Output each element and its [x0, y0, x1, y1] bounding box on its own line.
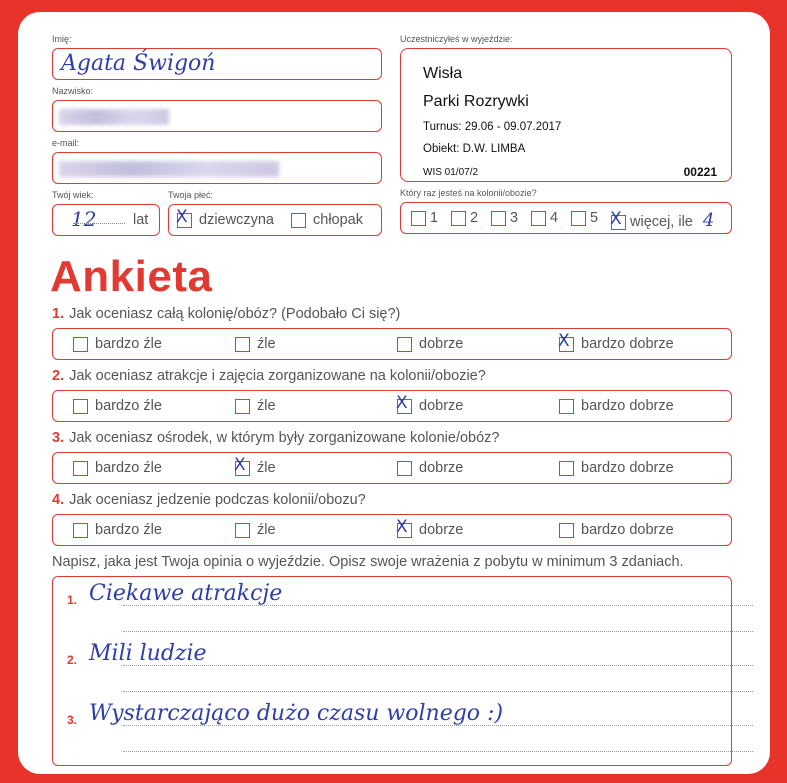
q4-option-very-good[interactable] [559, 522, 674, 538]
q4-option-good[interactable] [396, 516, 464, 539]
q4-good-checkbox[interactable] [396, 516, 412, 538]
question-2 [52, 368, 486, 384]
question-2-options [52, 390, 732, 422]
q1-good-checkbox[interactable] [397, 337, 412, 352]
question-4 [52, 492, 366, 508]
answer-2-number: 2. [67, 653, 78, 667]
q2-very-good-label: bardzo dobrze [581, 398, 674, 415]
question-3-text: Jak oceniasz ośrodek, w którym były zorganizowane kolonie/obóz? [69, 430, 500, 446]
q2-option-very-good[interactable] [559, 398, 674, 414]
answer-3-text: Wystarczająco dużo czasu wolnego :) [89, 701, 504, 726]
times-option-2[interactable] [451, 210, 478, 226]
q4-very-bad-checkbox[interactable] [73, 523, 88, 538]
q2-check-mark: X [396, 392, 408, 413]
q1-option-bad[interactable] [235, 336, 276, 352]
q3-good-checkbox[interactable] [397, 461, 412, 476]
camp-theme: Parki Rozrywki [423, 93, 529, 110]
surname-field[interactable] [52, 100, 382, 132]
q3-very-bad-checkbox[interactable] [73, 461, 88, 476]
q1-option-very-bad[interactable] [73, 336, 162, 352]
question-1 [52, 306, 400, 322]
q2-good-checkbox[interactable] [396, 392, 412, 414]
question-4-options [52, 514, 732, 546]
q4-option-very-bad[interactable] [73, 522, 162, 538]
q4-good-label: dobrze [419, 522, 464, 539]
times-option-1[interactable] [411, 210, 438, 226]
email-redacted [59, 161, 279, 177]
q1-check-mark: X [558, 330, 570, 351]
q2-very-good-checkbox[interactable] [559, 399, 574, 414]
times-more-check-mark: X [610, 208, 622, 229]
question-1-text: Jak oceniasz całą kolonię/obóz? (Podobało Ci się?) [69, 306, 401, 322]
times-more-value: 4 [702, 210, 715, 231]
q2-bad-label: źle [257, 398, 276, 415]
camp-obiekt: Obiekt: D.W. LIMBA [423, 143, 526, 155]
q2-option-good[interactable] [396, 392, 464, 415]
camp-label: Uczestniczyłeś w wyjeździe: [400, 34, 513, 44]
gender-label: Twoja płeć: [168, 190, 214, 200]
times-option-4[interactable] [531, 210, 558, 226]
times-more-checkbox[interactable] [610, 208, 626, 230]
q2-very-bad-label: bardzo źle [95, 398, 162, 415]
name-value: Agata Świgoń [61, 51, 216, 76]
q2-very-bad-checkbox[interactable] [73, 399, 88, 414]
question-3 [52, 430, 499, 446]
surname-label: Nazwisko: [52, 86, 94, 96]
question-2-text: Jak oceniasz atrakcje i zajęcia zorganizowane na kolonii/obozie? [69, 368, 486, 384]
times-5-checkbox[interactable] [571, 211, 586, 226]
times-1-checkbox[interactable] [411, 211, 426, 226]
camp-turnus: Turnus: 29.06 - 09.07.2017 [423, 121, 562, 133]
q1-very-good-checkbox[interactable] [558, 330, 574, 352]
q3-good-label: dobrze [419, 460, 464, 477]
times-4-checkbox[interactable] [531, 211, 546, 226]
gender-option-boy[interactable] [291, 212, 363, 228]
email-label: e-mail: [52, 138, 80, 148]
q1-very-good-label: bardzo dobrze [581, 336, 674, 353]
survey-sheet [18, 12, 770, 774]
gender-girl-checkbox[interactable] [176, 206, 192, 228]
age-field[interactable] [52, 204, 160, 236]
opinion-rule-6 [123, 751, 753, 752]
q3-check-mark: X [234, 454, 246, 475]
age-unit: lat [133, 212, 149, 228]
times-3-checkbox[interactable] [491, 211, 506, 226]
gender-girl-check-mark: X [176, 206, 188, 227]
name-field[interactable] [52, 48, 382, 80]
q3-bad-label: źle [257, 460, 276, 477]
gender-boy-checkbox[interactable] [291, 213, 306, 228]
q4-very-bad-label: bardzo źle [95, 522, 162, 539]
name-label: Imię: [52, 34, 72, 44]
camp-info-box [400, 48, 732, 182]
q1-bad-checkbox[interactable] [235, 337, 250, 352]
gender-boy-label: chłopak [313, 212, 363, 229]
times-3-label: 3 [510, 210, 519, 227]
q4-very-good-label: bardzo dobrze [581, 522, 674, 539]
answer-2-text: Mili ludzie [89, 641, 207, 666]
q1-option-good[interactable] [397, 336, 463, 352]
question-1-options [52, 328, 732, 360]
q3-bad-checkbox[interactable] [234, 454, 250, 476]
q4-check-mark: X [396, 516, 408, 537]
times-field [400, 202, 732, 234]
gender-girl-label: dziewczyna [199, 212, 274, 229]
q1-good-label: dobrze [419, 336, 464, 353]
q1-very-bad-checkbox[interactable] [73, 337, 88, 352]
times-label: Który raz jesteś na kolonii/obozie? [400, 188, 537, 198]
opinion-rule-3 [123, 665, 753, 666]
q3-option-very-bad[interactable] [73, 460, 162, 476]
gender-field [168, 204, 382, 236]
q3-very-good-checkbox[interactable] [559, 461, 574, 476]
surname-redacted [59, 109, 169, 125]
answer-1-number: 1. [67, 593, 78, 607]
times-option-5[interactable] [571, 210, 598, 226]
camp-code: WIS 01/07/2 [423, 167, 479, 178]
times-2-label: 2 [470, 210, 479, 227]
q3-very-good-label: bardzo dobrze [581, 460, 674, 477]
answer-3-number: 3. [67, 713, 78, 727]
q4-option-bad[interactable] [235, 522, 276, 538]
age-value: 12 [71, 207, 97, 231]
q3-option-bad[interactable] [234, 454, 276, 477]
times-2-checkbox[interactable] [451, 211, 466, 226]
age-dotted-line [73, 223, 125, 224]
q4-bad-checkbox[interactable] [235, 523, 250, 538]
q3-option-good[interactable] [397, 460, 463, 476]
camp-location: Wisła [423, 65, 463, 82]
question-4-text: Jak oceniasz jedzenie podczas kolonii/obozu? [69, 492, 366, 508]
q4-bad-label: źle [257, 522, 276, 539]
opinion-rule-4 [123, 691, 753, 692]
times-4-label: 4 [550, 210, 559, 227]
q2-option-very-bad[interactable] [73, 398, 162, 414]
question-1-number: 1. [52, 306, 65, 322]
opinion-rule-2 [123, 631, 753, 632]
question-3-options [52, 452, 732, 484]
q2-bad-checkbox[interactable] [235, 399, 250, 414]
times-option-more[interactable] [611, 210, 714, 231]
question-3-number: 3. [52, 430, 65, 446]
times-5-label: 5 [590, 210, 599, 227]
gender-option-girl[interactable] [176, 206, 274, 229]
opinion-textarea[interactable] [52, 576, 732, 766]
answer-1-text: Ciekawe atrakcje [89, 581, 283, 606]
times-option-3[interactable] [491, 210, 518, 226]
question-4-number: 4. [52, 492, 65, 508]
q3-very-bad-label: bardzo źle [95, 460, 162, 477]
q2-good-label: dobrze [419, 398, 464, 415]
email-field[interactable] [52, 152, 382, 184]
q1-bad-label: źle [257, 336, 276, 353]
survey-title: Ankieta [50, 252, 213, 301]
times-more-label: więcej, ile [630, 214, 693, 231]
q1-option-very-good[interactable] [558, 330, 674, 353]
q1-very-bad-label: bardzo źle [95, 336, 162, 353]
age-label: Twój wiek: [52, 190, 94, 200]
q4-very-good-checkbox[interactable] [559, 523, 574, 538]
q2-option-bad[interactable] [235, 398, 276, 414]
q3-option-very-good[interactable] [559, 460, 674, 476]
times-1-label: 1 [430, 210, 439, 227]
camp-number: 00221 [683, 165, 717, 179]
question-2-number: 2. [52, 368, 65, 384]
opinion-prompt: Napisz, jaka jest Twoja opinia o wyjeździe. Opisz swoje wrażenia z pobytu w minimum 3 zdaniach. [52, 554, 684, 570]
